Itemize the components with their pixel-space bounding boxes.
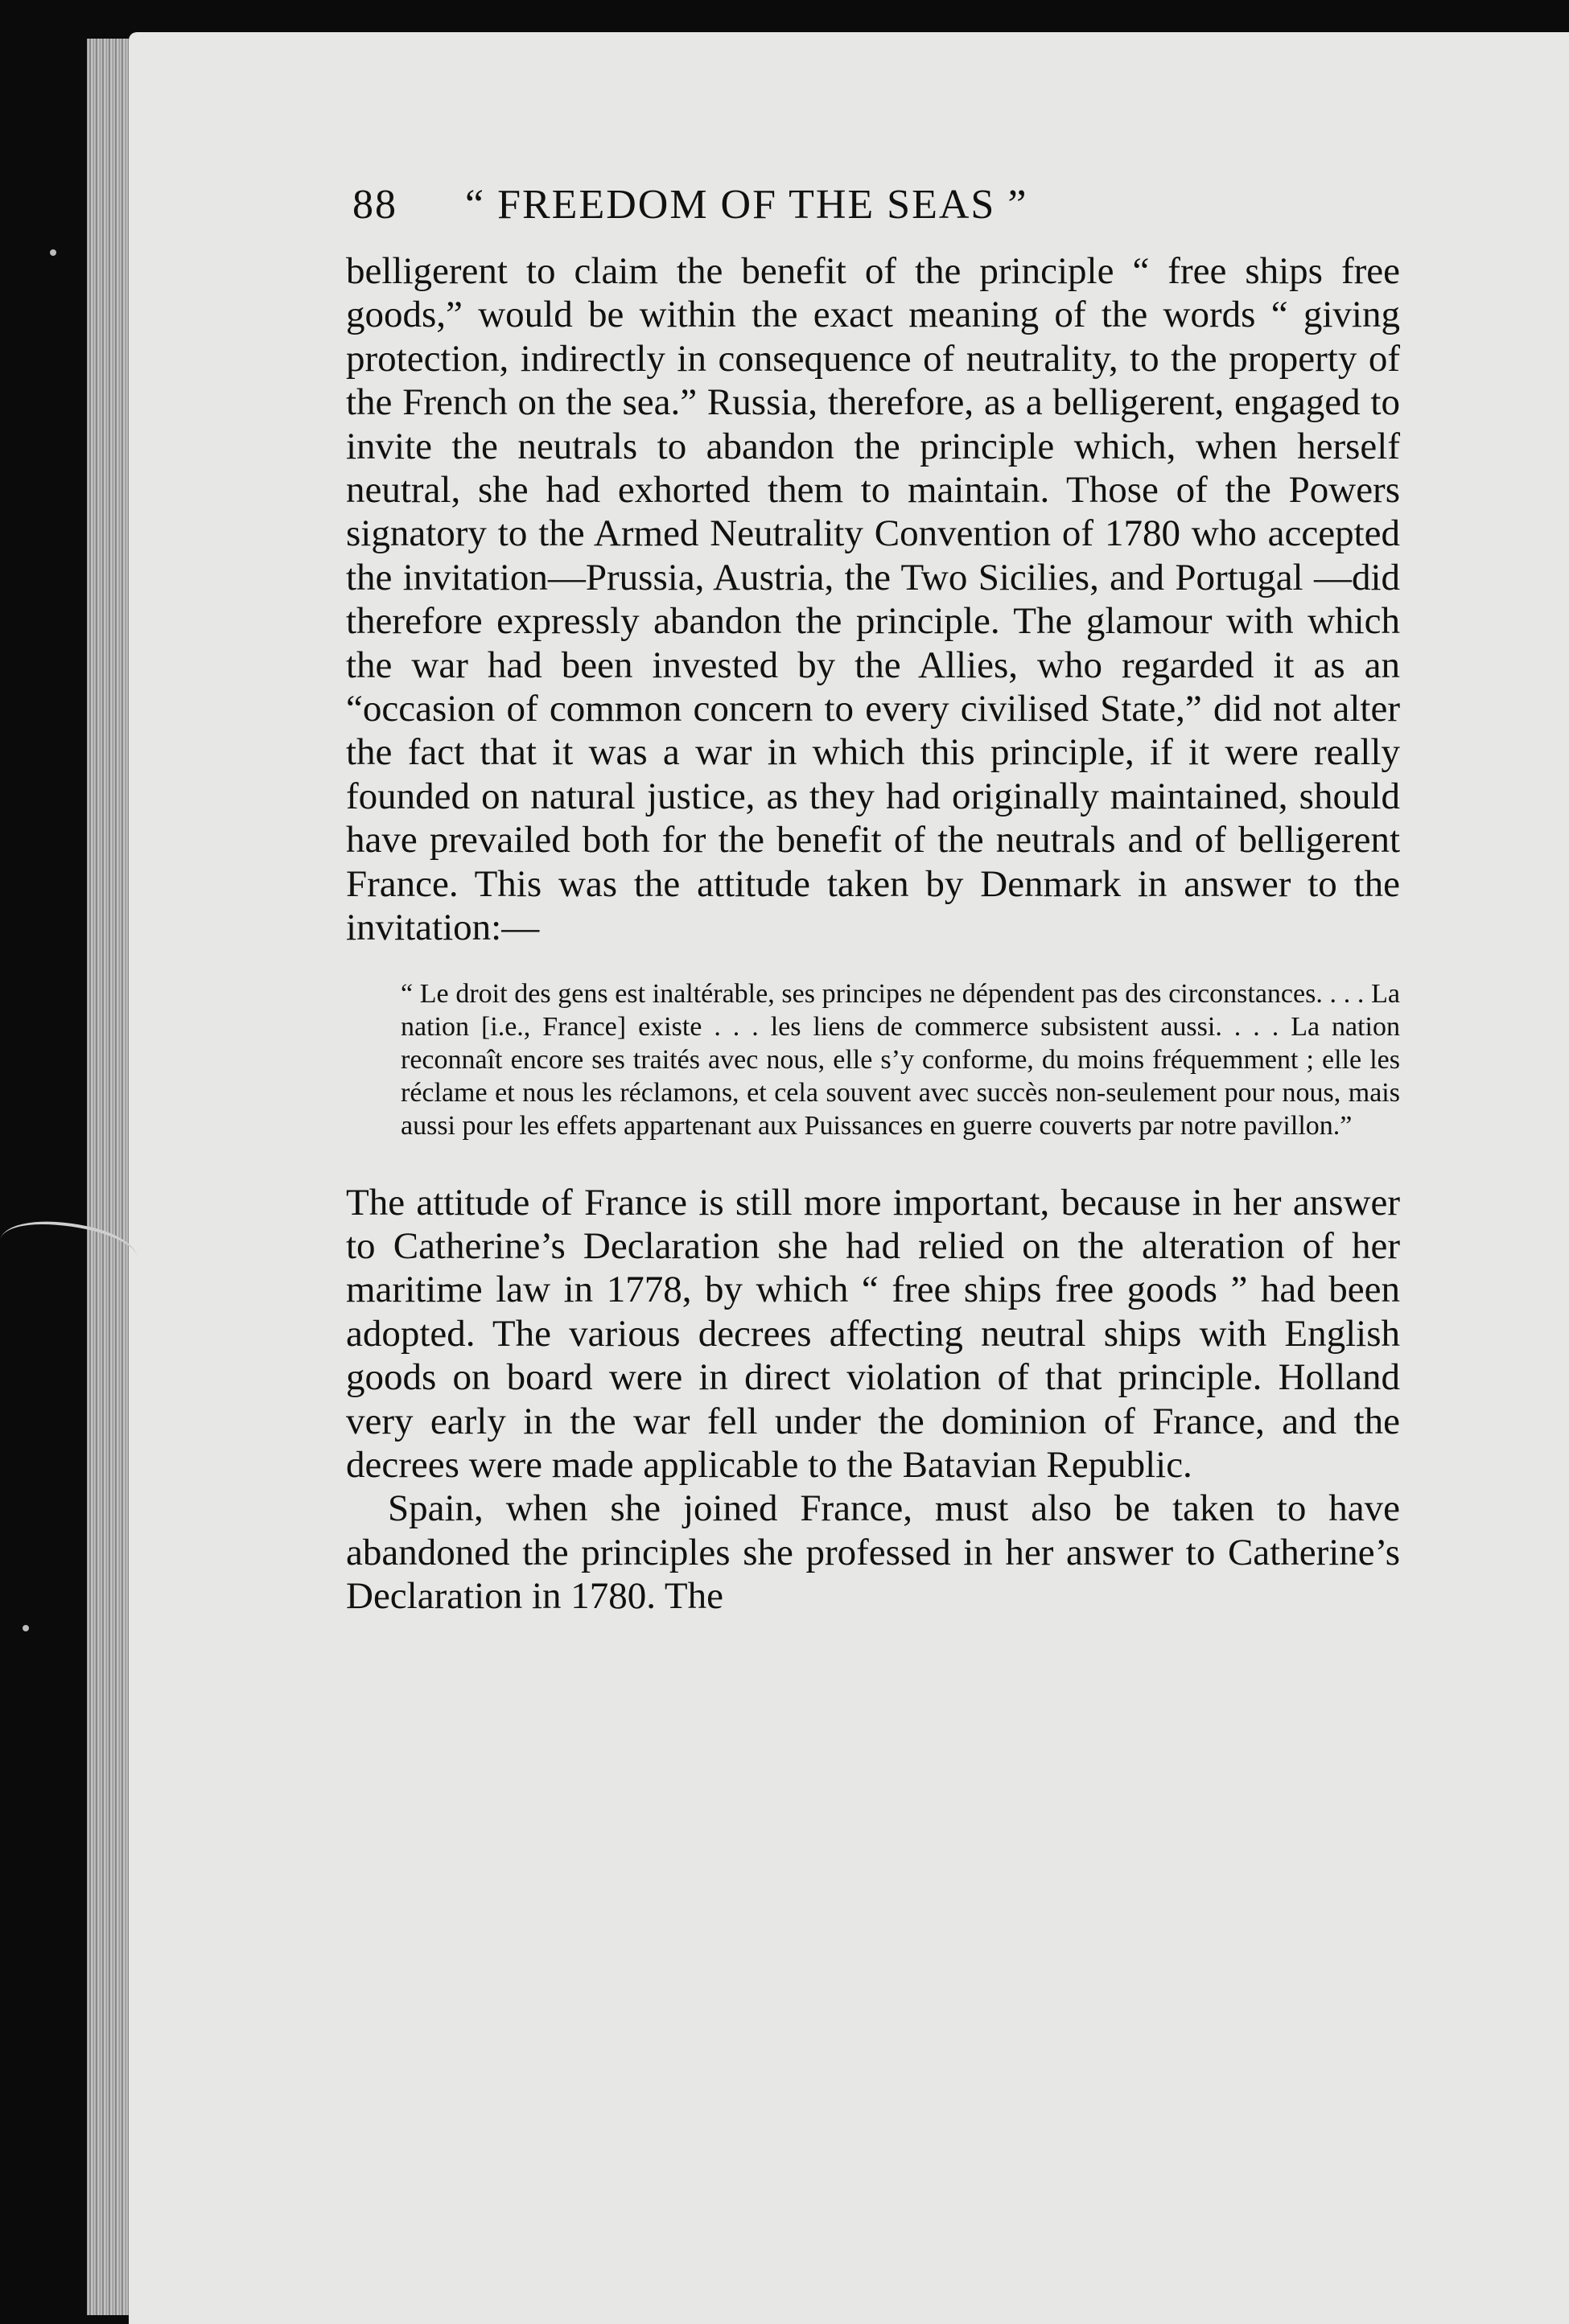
running-head <box>352 181 1400 228</box>
french-quotation: “ Le droit des gens est inaltérable, ses principes ne dépendent pas des circonstances. . . . La nation [i.e., France] existe . . . les liens de commerce subsistent aussi. . . . La nation reconnaît encore ses traités avec nous, elle s’y conforme, du moins fréquemment ; elle les réclame et nous les réclamons, et cela souvent avec succès non-seulement pour nous, mais aussi pour les effets appartenant aux Puissances en guerre couverts par notre pavillon.” <box>401 978 1400 1141</box>
page-number: 88 <box>352 182 397 228</box>
running-title: “ FREEDOM OF THE SEAS ” <box>465 182 1028 228</box>
body-paragraph-2: The attitude of France is still more important, because in her answer to Catherine’s Declaration she had relied on the alteration of her maritime law in 1778, by which “ free ships free goods ” had been adopted. The various decrees affecting neutral ships with English goods on board were in direct violation of that principle. Holland very early in the war fell under the dominion of France, and the decrees were made applicable to the Batavian Republic. <box>346 1181 1400 1486</box>
dust-speck <box>50 249 56 256</box>
body-paragraph-1: belligerent to claim the benefit of the principle “ free ships free goods,” would be within the exact meaning of the words “ giving protection, indirectly in consequence of neutrality, to the property of the French on the sea.” Russia, therefore, as a belligerent, engaged to invite the neutrals to abandon the principle which, when herself neutral, she had exhorted them to maintain. Those of the Powers signatory to the Armed Neutrality Convention of 1780 who accepted the invitation—Prussia, Austria, the Two Sicilies, and Portugal —did therefore expressly abandon the principle. The glamour with which the war had been invested by the Allies, who regarded it as an “occasion of common concern to every civilised State,” did not alter the fact that it was a war in which this principle, if it were really founded on natural justice, as they had originally maintained, should have prevailed both for the benefit of the neutrals and of belligerent France. This was the attitude taken by Denmark in answer to the invitation:— <box>346 250 1400 949</box>
page-text <box>346 181 1400 1619</box>
body-paragraph-3: Spain, when she joined France, must also be taken to have abandoned the principles she professed in her answer to Catherine’s Declaration in 1780. The <box>346 1487 1400 1618</box>
dust-speck <box>23 1625 29 1631</box>
